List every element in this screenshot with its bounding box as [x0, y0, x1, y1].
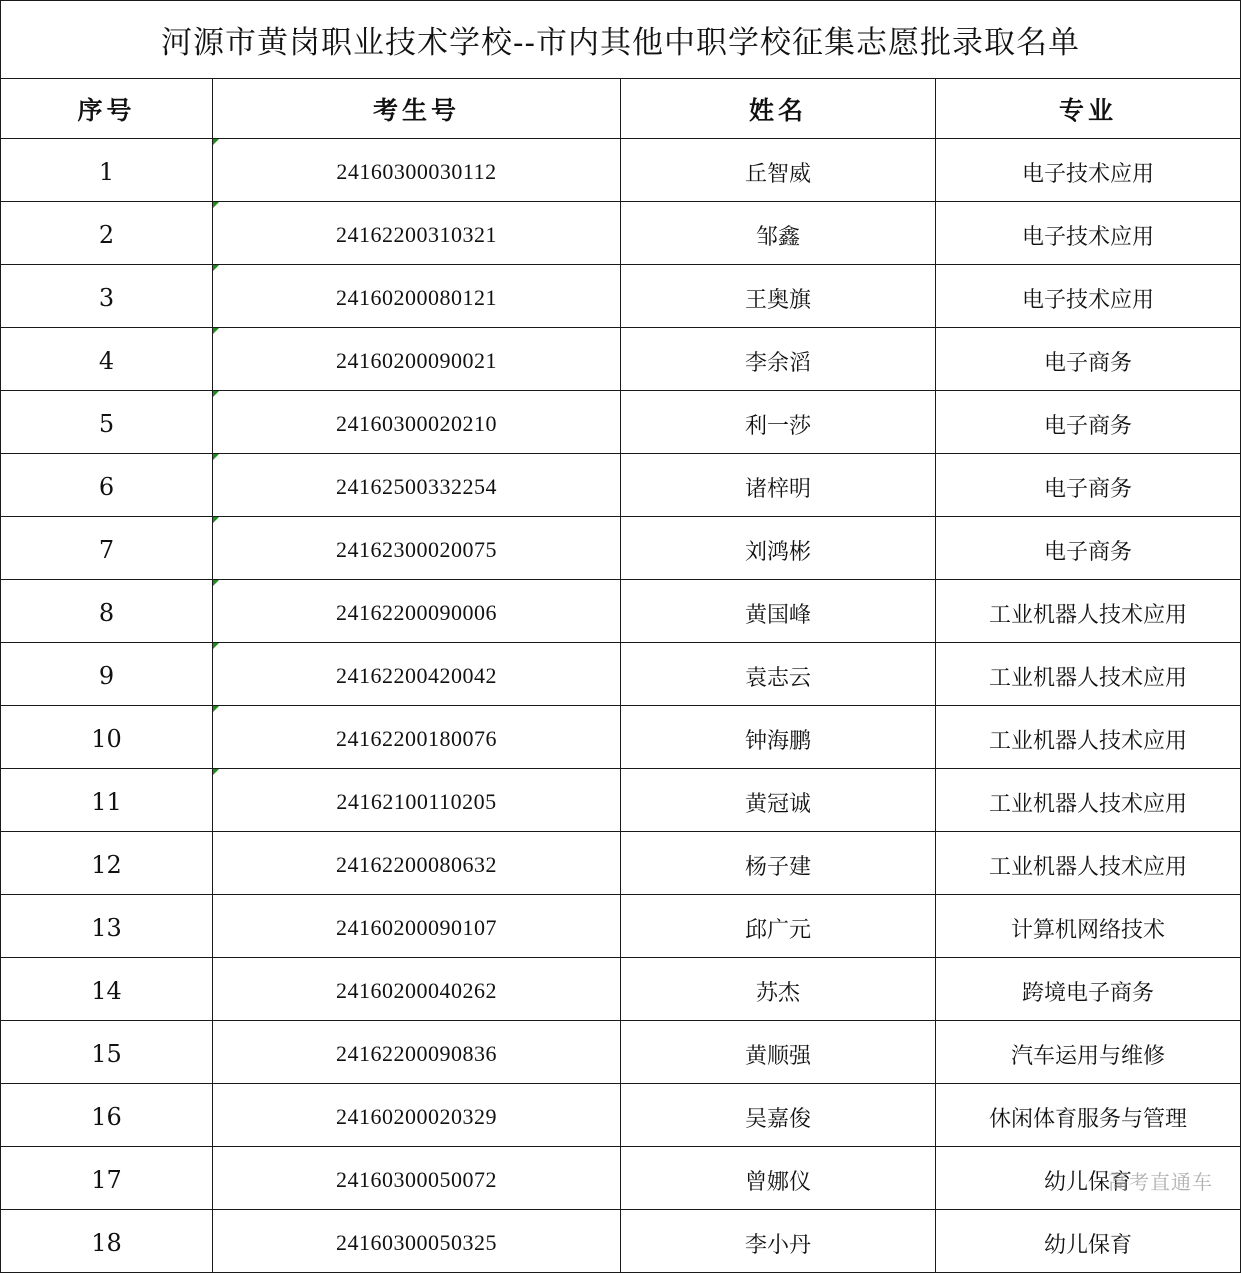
cell-major — [936, 328, 1241, 391]
cell-exam-no-text: 24162200420042 — [336, 663, 497, 688]
cell-major — [936, 1084, 1241, 1147]
column-header-seq: 序号 — [1, 79, 213, 139]
cell-seq-text: 2 — [98, 221, 115, 249]
table-row — [1, 1021, 1241, 1084]
cell-major — [936, 1021, 1241, 1084]
cell-major — [936, 517, 1241, 580]
cell-exam-no — [213, 958, 621, 1021]
cell-exam-no-text: 24160300050072 — [336, 1167, 497, 1192]
cell-indicator-icon — [213, 454, 219, 460]
cell-major-text: 电子商务 — [1044, 476, 1133, 502]
cell-major-text: 工业机器人技术应用 — [989, 602, 1188, 628]
table-row — [1, 769, 1241, 832]
table-row — [1, 202, 1241, 265]
column-header-name: 姓名 — [621, 79, 936, 139]
cell-major — [936, 958, 1241, 1021]
table-title: 河源市黄岗职业技术学校--市内其他中职学校征集志愿批录取名单 — [1, 1, 1241, 79]
cell-name — [621, 643, 936, 706]
cell-exam-no-text: 24160200090107 — [336, 915, 497, 940]
cell-major — [936, 580, 1241, 643]
cell-name-text: 黄国峰 — [744, 602, 811, 628]
cell-seq — [1, 454, 213, 517]
table-row — [1, 1084, 1241, 1147]
cell-name-text: 袁志云 — [744, 665, 811, 691]
cell-name-text: 杨子建 — [744, 854, 811, 880]
table-row — [1, 328, 1241, 391]
cell-exam-no-text: 24162200080632 — [336, 852, 497, 877]
cell-seq — [1, 580, 213, 643]
cell-seq — [1, 895, 213, 958]
cell-major — [936, 832, 1241, 895]
cell-name — [621, 1147, 936, 1210]
cell-exam-no-text: 24160200080121 — [336, 285, 497, 310]
cell-name — [621, 1084, 936, 1147]
cell-seq-text: 15 — [91, 1040, 122, 1068]
cell-seq — [1, 202, 213, 265]
cell-seq — [1, 832, 213, 895]
cell-indicator-icon — [213, 769, 219, 775]
cell-name-text: 李余滔 — [744, 350, 811, 376]
cell-exam-no — [213, 580, 621, 643]
cell-exam-no-text: 24160300020210 — [336, 411, 497, 436]
cell-seq-text: 12 — [91, 851, 122, 879]
column-header-major: 专业 — [936, 79, 1241, 139]
cell-seq — [1, 1021, 213, 1084]
cell-exam-no-text: 24160200020329 — [336, 1104, 497, 1129]
cell-name — [621, 832, 936, 895]
cell-name — [621, 769, 936, 832]
cell-exam-no — [213, 832, 621, 895]
cell-major-text: 工业机器人技术应用 — [989, 791, 1188, 817]
table-row — [1, 391, 1241, 454]
table-row — [1, 139, 1241, 202]
cell-major — [936, 202, 1241, 265]
cell-major-text: 电子技术应用 — [1022, 287, 1155, 313]
cell-name — [621, 391, 936, 454]
cell-name — [621, 895, 936, 958]
cell-exam-no — [213, 328, 621, 391]
cell-name-text: 邹鑫 — [755, 224, 800, 250]
cell-exam-no — [213, 265, 621, 328]
cell-exam-no — [213, 643, 621, 706]
cell-name-text: 钟海鹏 — [744, 728, 811, 754]
header-row — [1, 79, 1241, 139]
cell-major-text: 电子商务 — [1044, 350, 1133, 376]
cell-exam-no-text: 24160300030112 — [336, 159, 497, 184]
cell-exam-no-text: 24162200180076 — [336, 726, 497, 751]
cell-name — [621, 517, 936, 580]
cell-major-text: 工业机器人技术应用 — [989, 728, 1188, 754]
cell-indicator-icon — [213, 580, 219, 586]
table-row — [1, 706, 1241, 769]
cell-major — [936, 706, 1241, 769]
watermark-text: 高考直通车 — [1108, 1170, 1213, 1194]
cell-exam-no — [213, 895, 621, 958]
cell-name — [621, 139, 936, 202]
cell-seq-text: 8 — [98, 599, 115, 627]
cell-seq — [1, 1084, 213, 1147]
cell-exam-no — [213, 517, 621, 580]
cell-major — [936, 391, 1241, 454]
cell-major — [936, 454, 1241, 517]
cell-exam-no — [213, 1084, 621, 1147]
cell-seq — [1, 139, 213, 202]
cell-exam-no — [213, 202, 621, 265]
cell-seq-text: 6 — [98, 473, 115, 501]
cell-major-text: 休闲体育服务与管理 — [989, 1106, 1188, 1132]
cell-seq-text: 11 — [91, 788, 122, 816]
cell-name-text: 苏杰 — [755, 980, 800, 1006]
cell-exam-no — [213, 769, 621, 832]
cell-seq-text: 5 — [98, 410, 115, 438]
cell-seq — [1, 517, 213, 580]
cell-major-text: 幼儿保育 — [1044, 1169, 1133, 1195]
table-row — [1, 265, 1241, 328]
table-row — [1, 958, 1241, 1021]
cell-seq-text: 10 — [91, 725, 122, 753]
cell-major-text: 工业机器人技术应用 — [989, 854, 1188, 880]
table-row — [1, 832, 1241, 895]
table-row — [1, 454, 1241, 517]
cell-seq-text: 3 — [98, 284, 115, 312]
cell-indicator-icon — [213, 517, 219, 523]
cell-name-text: 李小丹 — [744, 1232, 811, 1258]
cell-name-text: 利一莎 — [744, 413, 811, 439]
cell-major — [936, 643, 1241, 706]
cell-name — [621, 265, 936, 328]
cell-name-text: 黄顺强 — [744, 1043, 811, 1069]
cell-major-text: 电子技术应用 — [1022, 224, 1155, 250]
cell-exam-no — [213, 706, 621, 769]
cell-major — [936, 265, 1241, 328]
table-row — [1, 517, 1241, 580]
cell-name-text: 吴嘉俊 — [744, 1106, 811, 1132]
cell-major — [936, 769, 1241, 832]
cell-exam-no — [213, 1147, 621, 1210]
cell-major — [936, 895, 1241, 958]
cell-major — [936, 139, 1241, 202]
cell-seq-text: 14 — [91, 977, 122, 1005]
cell-indicator-icon — [213, 202, 219, 208]
cell-seq — [1, 769, 213, 832]
cell-exam-no-text: 24162300020075 — [336, 537, 497, 562]
cell-name — [621, 202, 936, 265]
cell-seq-text: 17 — [91, 1166, 122, 1194]
cell-seq-text: 1 — [98, 158, 115, 186]
cell-name — [621, 454, 936, 517]
cell-exam-no-text: 24162200310321 — [336, 222, 497, 247]
cell-seq — [1, 958, 213, 1021]
cell-indicator-icon — [213, 139, 219, 145]
cell-major-text: 汽车运用与维修 — [1011, 1043, 1166, 1069]
cell-exam-no — [213, 139, 621, 202]
table-row — [1, 1147, 1241, 1210]
cell-seq — [1, 265, 213, 328]
cell-name — [621, 958, 936, 1021]
cell-indicator-icon — [213, 328, 219, 334]
cell-exam-no — [213, 454, 621, 517]
cell-name — [621, 1021, 936, 1084]
cell-exam-no-text: 24162500332254 — [336, 474, 497, 499]
cell-major-text: 电子商务 — [1044, 539, 1133, 565]
cell-major-text: 工业机器人技术应用 — [989, 665, 1188, 691]
cell-name-text: 丘智威 — [744, 161, 811, 187]
cell-major-text: 计算机网络技术 — [1011, 917, 1166, 943]
cell-exam-no-text: 24162200090836 — [336, 1041, 497, 1066]
cell-exam-no-text: 24162100110205 — [336, 789, 497, 814]
cell-seq-text: 4 — [98, 347, 115, 375]
table-row — [1, 580, 1241, 643]
cell-exam-no — [213, 1021, 621, 1084]
cell-name — [621, 706, 936, 769]
cell-name-text: 刘鸿彬 — [744, 539, 811, 565]
cell-exam-no-text: 24160300050325 — [336, 1230, 497, 1255]
cell-seq — [1, 391, 213, 454]
cell-indicator-icon — [213, 265, 219, 271]
cell-indicator-icon — [213, 643, 219, 649]
table-row — [1, 895, 1241, 958]
cell-major-text: 电子技术应用 — [1022, 161, 1155, 187]
cell-seq — [1, 643, 213, 706]
cell-seq-text: 9 — [98, 662, 115, 690]
cell-exam-no-text: 24162200090006 — [336, 600, 497, 625]
cell-name — [621, 328, 936, 391]
cell-exam-no-text: 24160200090021 — [336, 348, 497, 373]
title-row — [1, 1, 1241, 79]
cell-seq — [1, 328, 213, 391]
cell-name — [621, 580, 936, 643]
cell-exam-no-text: 24160200040262 — [336, 978, 497, 1003]
cell-indicator-icon — [213, 706, 219, 712]
cell-name-text: 曾娜仪 — [744, 1169, 811, 1195]
cell-seq-text: 16 — [91, 1103, 122, 1131]
cell-seq-text: 18 — [91, 1229, 122, 1257]
cell-seq-text: 13 — [91, 914, 122, 942]
column-header-exam-no: 考生号 — [213, 79, 621, 139]
cell-name-text: 邱广元 — [744, 917, 811, 943]
cell-name-text: 诸梓明 — [744, 476, 811, 502]
cell-major-text: 电子商务 — [1044, 413, 1133, 439]
cell-name-text: 黄冠诚 — [744, 791, 811, 817]
table-row — [1, 643, 1241, 706]
cell-seq-text: 7 — [98, 536, 115, 564]
cell-major-text: 幼儿保育 — [1044, 1232, 1133, 1258]
cell-exam-no — [213, 391, 621, 454]
cell-seq — [1, 706, 213, 769]
cell-indicator-icon — [213, 391, 219, 397]
cell-major-text: 跨境电子商务 — [1022, 980, 1155, 1006]
cell-name-text: 王奥旗 — [744, 287, 811, 313]
cell-seq — [1, 1147, 213, 1210]
